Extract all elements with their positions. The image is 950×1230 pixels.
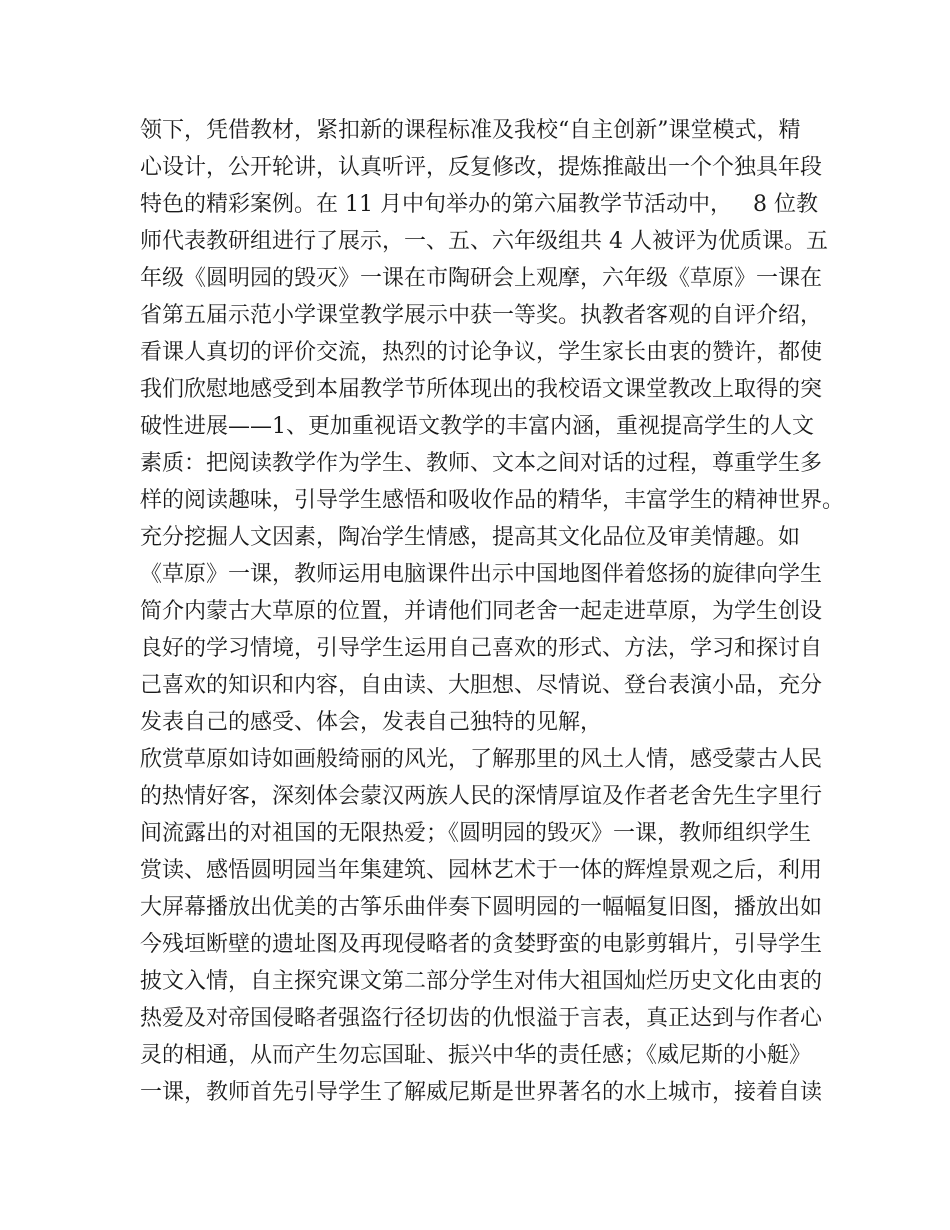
text-line: 披文入情，自主探究课文第二部分学生对伟大祖国灿烂历史文化由衷的 <box>140 969 823 994</box>
text-line: 特色的精彩案例。在 11 月中旬举办的第六届教学节活动中， 8 位教 <box>140 192 818 217</box>
text-line: 间流露出的对祖国的无限热爱；《圆明园的毁灭》一课，教师组织学生 <box>140 821 812 846</box>
text-line: 一课，教师首先引导学生了解威尼斯是世界著名的水上城市，接着自读 <box>140 1080 823 1105</box>
text-line: 充分挖掘人文因素，陶冶学生情感，提高其文化品位及审美情趣。如 <box>140 525 801 550</box>
text-line: 我们欣慰地感受到本届教学节所体现出的我校语文课堂教改上取得的突 <box>140 377 823 402</box>
text-line: 灵的相通，从而产生勿忘国耻、振兴中华的责任感；《威尼斯的小艇》 <box>140 1043 812 1068</box>
text-line: 样的阅读趣味，引导学生感悟和吸收作品的精华，丰富学生的精神世界。 <box>140 488 845 513</box>
text-line: 师代表教研组进行了展示，一、五、六年级组共 4 人被评为优质课。五 <box>140 229 828 254</box>
text-line: 今残垣断壁的遗址图及再现侵略者的贪婪野蛮的电影剪辑片，引导学生 <box>140 932 823 957</box>
text-line: 心设计，公开轮讲，认真听评，反复修改，提炼推敲出一个个独具年段 <box>140 155 823 180</box>
text-line: 简介内蒙古大草原的位置，并请他们同老舍一起走进草原，为学生创设 <box>140 599 823 624</box>
text-line: 的热情好客，深刻体会蒙汉两族人民的深情厚谊及作者老舍先生字里行 <box>140 784 823 809</box>
text-line: 年级《圆明园的毁灭》一课在市陶研会上观摩，六年级《草原》一课在 <box>140 266 823 291</box>
text-line: 省第五届示范小学课堂教学展示中获一等奖。执教者客观的自评介绍， <box>140 303 823 328</box>
text-line: 良好的学习情境，引导学生运用自己喜欢的形式、方法，学习和探讨自 <box>140 636 823 661</box>
text-line: 发表自己的感受、体会，发表自己独特的见解， <box>140 710 603 735</box>
text-line: 己喜欢的知识和内容，自由读、大胆想、尽情说、登台表演小品，充分 <box>140 673 823 698</box>
text-line: 热爱及对帝国侵略者强盗行径切齿的仇恨溢于言表，真正达到与作者心 <box>140 1006 823 1031</box>
text-line: 赏读、感悟圆明园当年集建筑、园林艺术于一体的辉煌景观之后，利用 <box>140 858 823 883</box>
text-line: 素质：把阅读教学作为学生、教师、文本之间对话的过程，尊重学生多 <box>140 451 823 476</box>
text-line: 领下，凭借教材，紧扣新的课程标准及我校“自主创新”课堂模式，精 <box>140 118 801 143</box>
text-line: 看课人真切的评价交流，热烈的讨论争议，学生家长由衷的赞许，都使 <box>140 340 823 365</box>
body-text <box>140 112 845 1111</box>
text-line: 大屏幕播放出优美的古筝乐曲伴奏下圆明园的一幅幅复旧图，播放出如 <box>140 895 823 920</box>
text-line: 破性进展——1、更加重视语文教学的丰富内涵，重视提高学生的人文 <box>140 414 814 439</box>
text-line: 欣赏草原如诗如画般绮丽的风光，了解那里的风土人情，感受蒙古人民 <box>140 747 823 772</box>
text-line: 《草原》一课，教师运用电脑课件出示中国地图伴着悠扬的旋律向学生 <box>140 562 823 587</box>
